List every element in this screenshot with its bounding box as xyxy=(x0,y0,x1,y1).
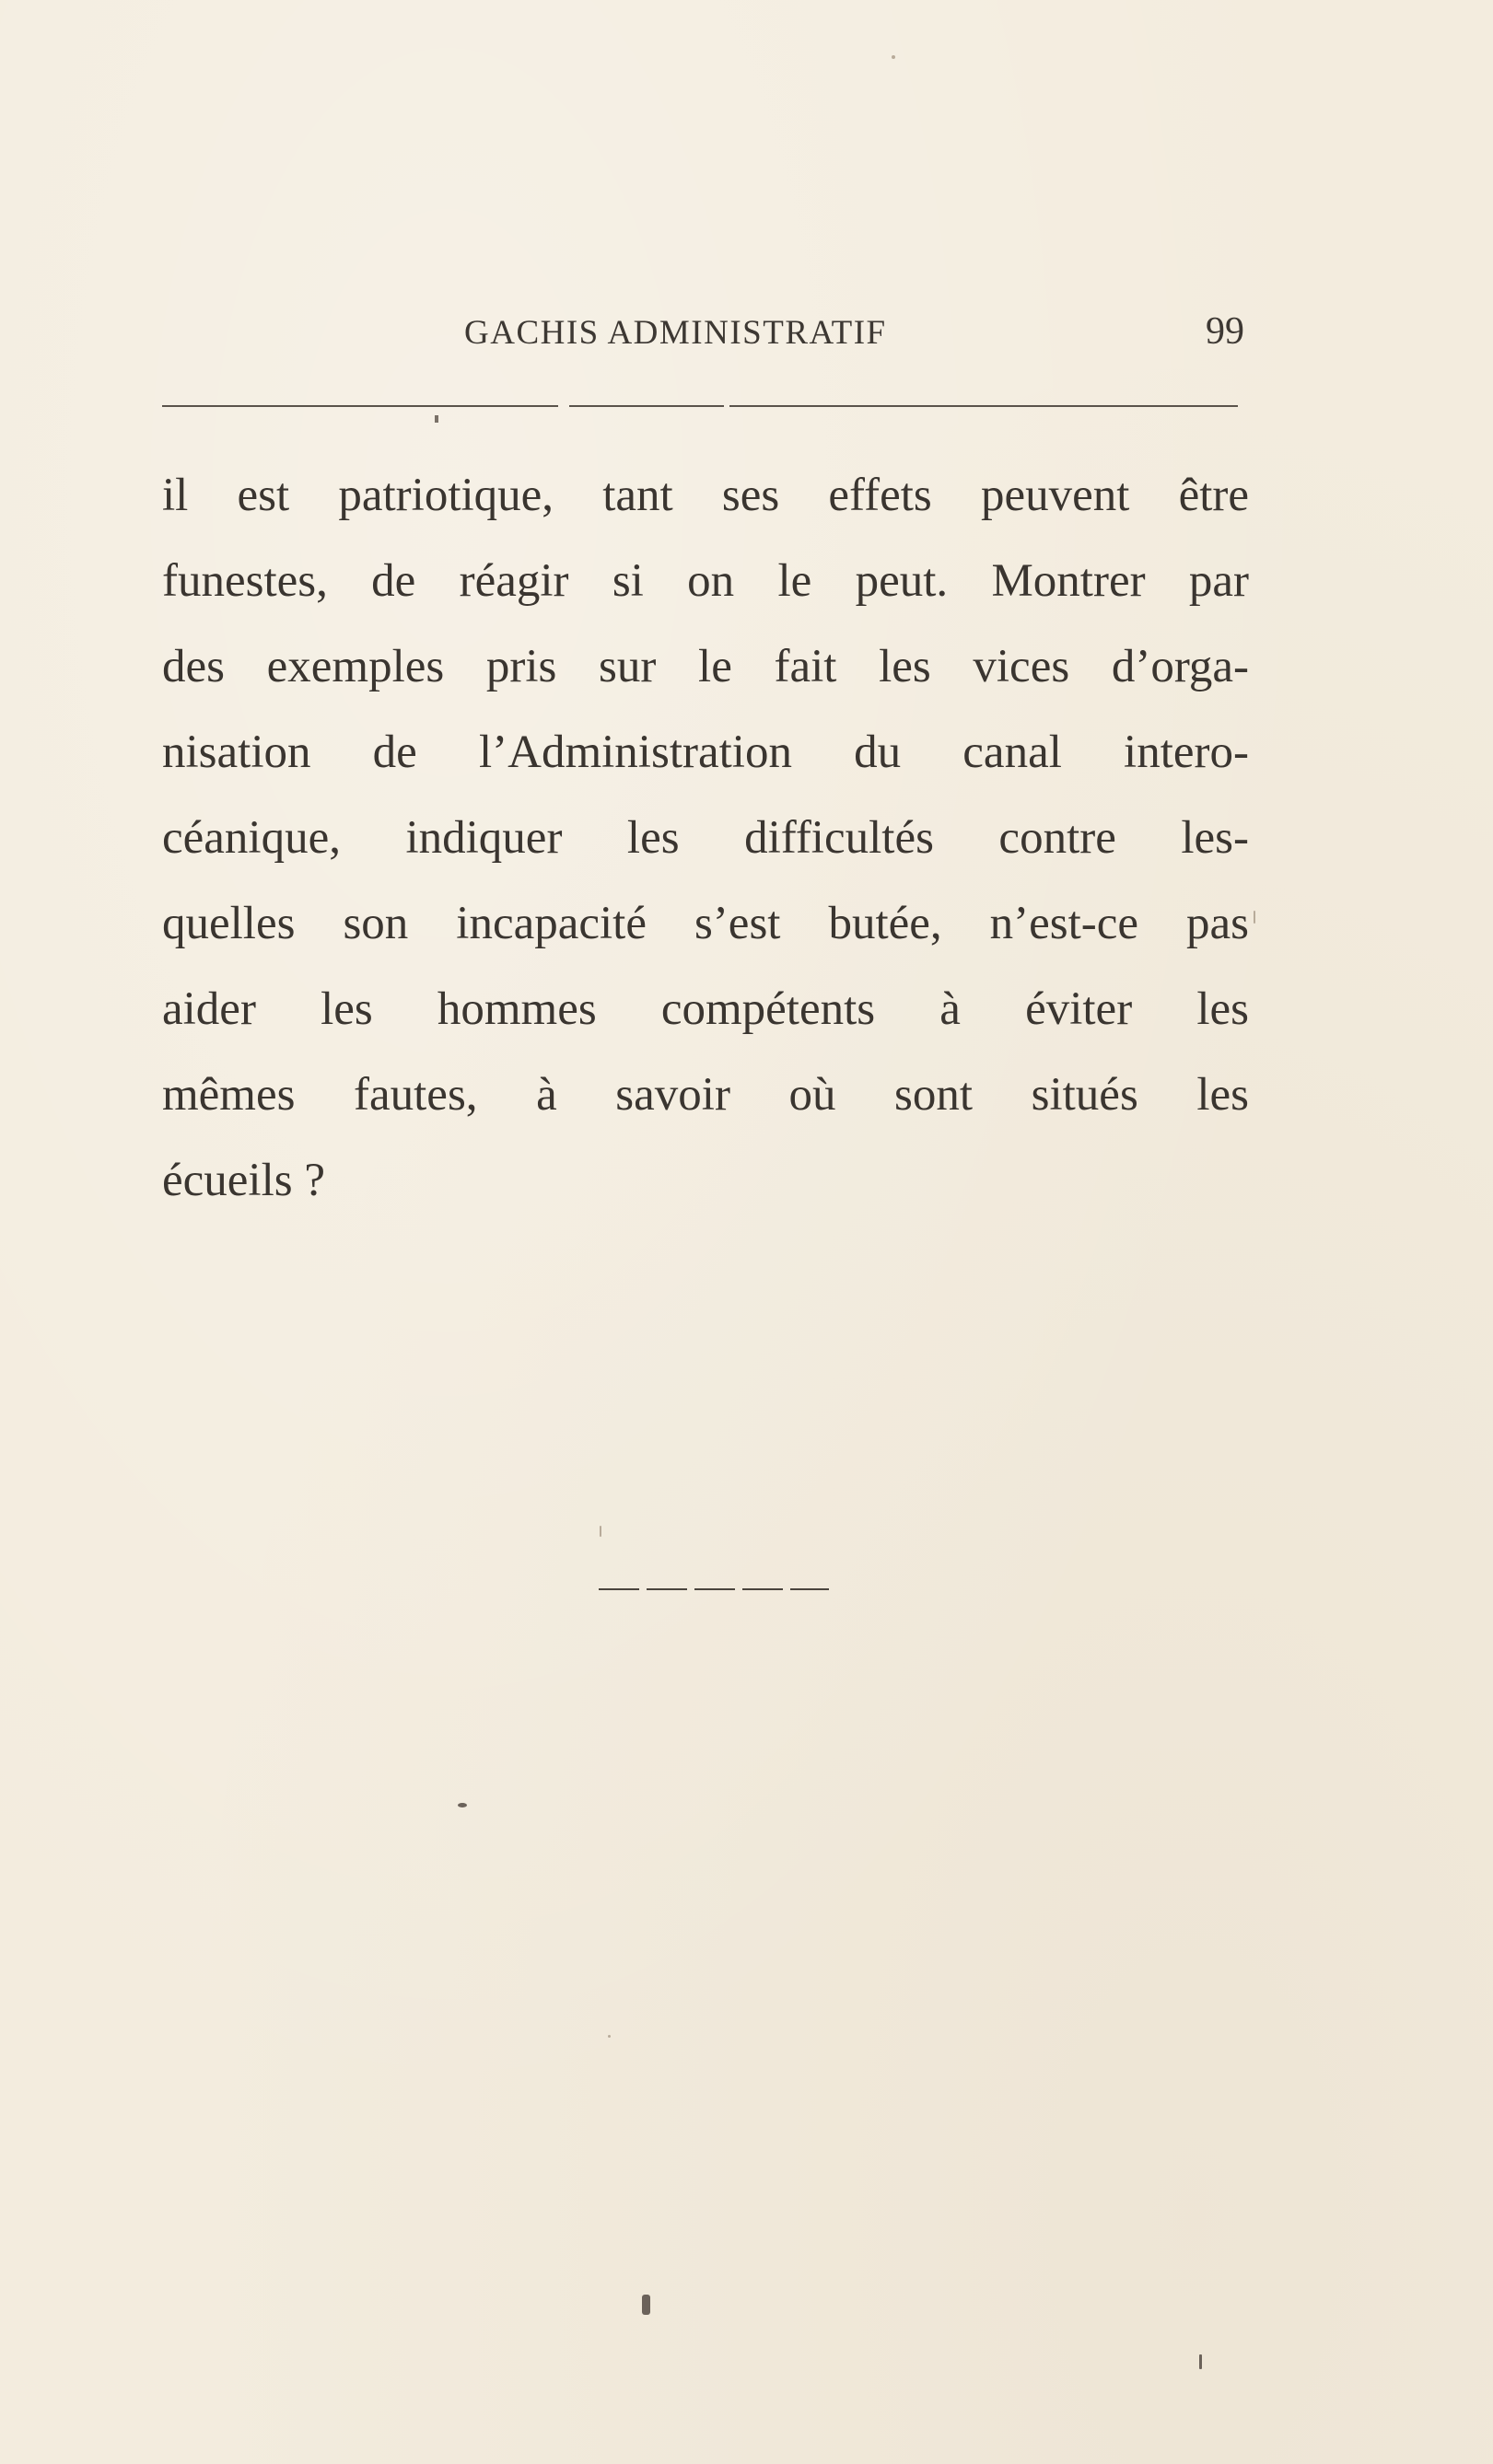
running-head xyxy=(162,310,1244,368)
text-line: nisation de l’Administration du canal intero- xyxy=(162,726,1249,778)
text-line: aider les hommes compétents à éviter les xyxy=(162,983,1249,1035)
text-line: funestes, de réagir si on le peut. Montrer par xyxy=(162,555,1249,607)
paper-speck xyxy=(458,1803,467,1807)
end-ornament-rule xyxy=(599,1588,829,1590)
paper-speck xyxy=(600,1526,601,1537)
header-rule xyxy=(729,405,1238,407)
paper-speck xyxy=(608,2035,611,2038)
header-rule xyxy=(162,405,558,407)
running-title: GACHIS ADMINISTRATIF xyxy=(464,314,887,352)
paper-speck xyxy=(642,2295,650,2315)
text-line: il est patriotique, tant ses effets peuvent être xyxy=(162,470,1249,521)
paper-speck xyxy=(1254,911,1255,924)
text-line: mêmes fautes, à savoir où sont situés les xyxy=(162,1069,1249,1121)
paper-speck xyxy=(892,55,895,59)
text-line: écueils ? xyxy=(162,1155,325,1206)
text-line: quelles son incapacité s’est butée, n’est-ce pas xyxy=(162,898,1249,949)
header-rule xyxy=(569,405,724,407)
paper-speck xyxy=(1199,2354,1202,2369)
page-number: 99 xyxy=(1206,310,1244,353)
text-line: des exemples pris sur le fait les vices d’orga- xyxy=(162,641,1249,692)
rule-mark xyxy=(435,415,438,423)
text-line: céanique, indiquer les difficultés contre les- xyxy=(162,812,1249,864)
body-text xyxy=(162,460,1249,1231)
